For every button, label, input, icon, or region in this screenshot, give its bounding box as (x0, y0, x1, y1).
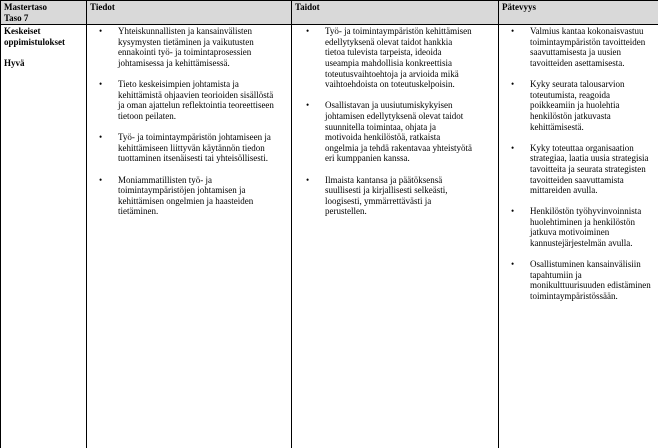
list-item (511, 79, 656, 132)
list-item (511, 259, 656, 302)
list-item (511, 206, 656, 249)
skills-cell (292, 25, 499, 448)
list-item (99, 132, 276, 164)
bullet-icon: • (306, 26, 310, 37)
list-item-text: Yhteiskunnallisten ja kansainvälisten kysymysten tietäminen ja vaikutusten ennakointi työ- ja toimintaprosessien johtamisessa ja kehittämisessä. (118, 26, 254, 68)
list-item-text: Kyky seurata talousarvion toteutumista, reagoida poikkeamiin ja huolehtia henkilöstön jatkuvasta kehittämisestä. (530, 79, 625, 132)
list-item-text: Työ- ja toimintaympäristön kehittämisen edellytyksenä olevat taidot hankkia tietoa tulevista tarpeista, ideoida useampia mahdollisia konkreettisia toteutusvaihtoehtoja ja arvioida mikä vaihtoehdoista on toteutuskelpoisin. (325, 26, 472, 90)
list-item-text: Tieto keskeisimpien johtamista ja kehittämistä ohjaavien teorioiden sisällöstä ja oman ajattelun reflektointia teoreettiseen tietoon peilaten. (118, 79, 274, 121)
bullet-icon: • (306, 174, 310, 185)
list-item-text: Henkilöstön työhyvinvoinnista huolehtiminen ja henkilöstön jatkuva motivoiminen kannustejärjestelmän avulla. (530, 206, 642, 249)
list-item (511, 26, 656, 68)
list-item (99, 174, 276, 217)
row-label: Keskeiset oppimistulokset (4, 26, 66, 47)
bullet-icon: • (99, 132, 103, 143)
list-item (306, 100, 473, 164)
list-item-text: Kyky toteuttaa organisaation strategiaa, laatia uusia strategisia tavoitteita ja seurata strategisten tavoitteiden saavuttamista mittareiden avulla. (530, 142, 649, 196)
header-row (1, 1, 658, 25)
list-item (306, 174, 473, 217)
list-item (99, 26, 276, 68)
bullet-icon: • (99, 79, 103, 90)
bullet-icon: • (511, 142, 515, 153)
competence-header: Pätevyys (499, 1, 658, 25)
bullet-icon: • (511, 259, 515, 270)
grade-label: Hyvä (4, 58, 25, 69)
bullet-icon: • (511, 26, 515, 37)
list-item (511, 142, 656, 196)
bullet-icon: • (511, 79, 515, 90)
list-item-text: Valmius kantaa kokonaisvastuu toimintaympäristön tavoitteiden saavuttamisesta ja uusien tavoitteiden asettamisesta. (530, 26, 646, 68)
list-item-text: Osallistavan ja uusiutumiskykyisen johtamisen edellytyksenä olevat taidot suunnitella toimintaa, ohjata ja motivoida henkilöstöä, ratkaista ongelmia ja tehdä rakentavaa yhteistyötä eri kumppanien kanssa. (325, 100, 472, 164)
competence-list (511, 25, 656, 302)
level-name: Mastertaso (4, 2, 47, 12)
list-item-text: Moniammatillisten työ- ja toimintaympäristöjen johtamisen ja kehittämisen ongelmien ja haasteiden tietäminen. (118, 174, 254, 217)
competence-cell (499, 25, 658, 448)
level-number: Taso 7 (4, 12, 29, 23)
list-item (99, 79, 276, 121)
list-item-text: Osallistuminen kansainvälisiin tapahtumiin ja monikulttuurisuuden edistäminen toimintaympäristössään. (530, 259, 651, 302)
knowledge-list (99, 25, 276, 217)
list-item (306, 26, 473, 90)
list-item-text: Työ- ja toimintaympäristön johtamiseen ja kehittämiseen liittyvän käytännön tiedon tuottaminen itsenäisesti tai yhteisöllisesti. (118, 132, 271, 164)
knowledge-header: Tiedot (87, 1, 292, 25)
bullet-icon: • (306, 100, 310, 111)
row-header-cell (1, 25, 87, 448)
bullet-icon: • (99, 174, 103, 185)
bullet-icon: • (99, 26, 103, 37)
level-header-cell (1, 1, 87, 25)
bullet-icon: • (511, 206, 515, 217)
outcomes-row (1, 25, 658, 448)
list-item-text: Ilmaista kantansa ja päätöksensä suullisesti ja kirjallisesti selkeästi, loogisesti, ymmärrettävästi ja perustellen. (325, 174, 448, 217)
skills-header: Taidot (292, 1, 499, 25)
skills-list (306, 25, 473, 217)
knowledge-cell (87, 25, 292, 448)
